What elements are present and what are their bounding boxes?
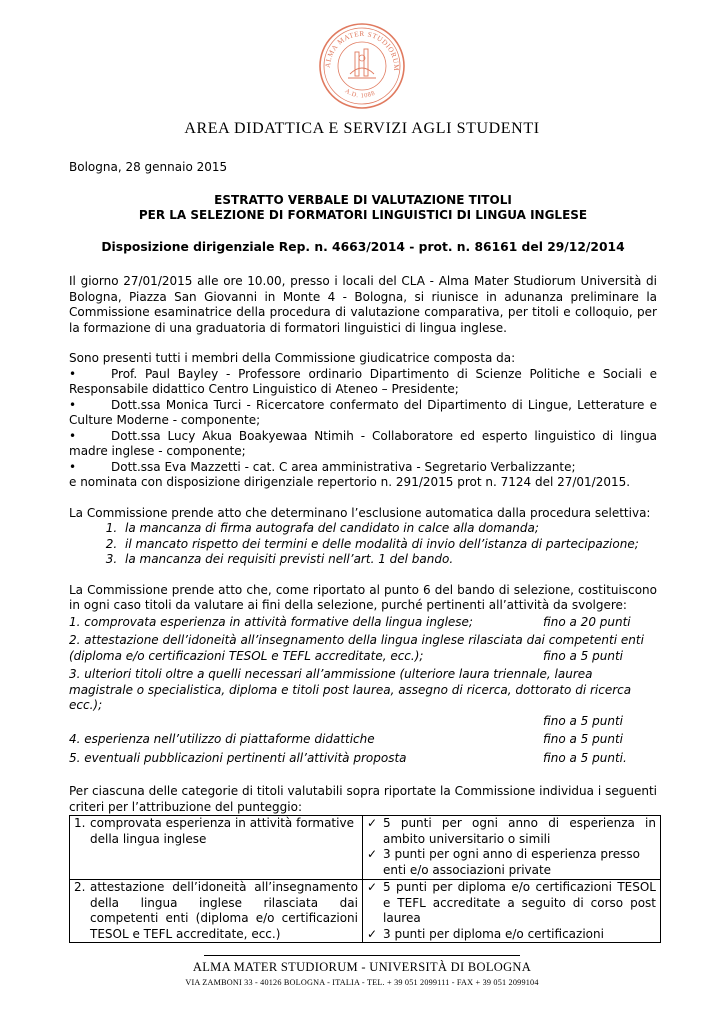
svg-text:A.D. 1088: A.D. 1088: [343, 87, 377, 100]
exclusion-item: 1. la mancanza di firma autografa del candidato in calce alla domanda;: [121, 521, 657, 537]
table-row: [70, 880, 661, 943]
document-title-line2: PER LA SELEZIONE DI FORMATORI LINGUISTICI DI LINGUA INGLESE: [138, 208, 588, 222]
criterion-check-item: ✓ 5 punti per diploma e/o certificazioni TESOL e TEFL accreditate a seguito di corso post laurea: [367, 880, 656, 925]
criterion-item: 1. comprovata esperienza in attività formative della lingua inglese; fino a 20 punti: [69, 614, 631, 629]
criterion-item: 2. attestazione dell’idoneità all’insegnamento della lingua inglese rilasciata dai competenti enti (diploma e/o certificazioni TESOL e TEFL accreditate, ecc.); fino a 5 punti: [69, 633, 644, 663]
category-cell: 2. attestazione dell’idoneità all’insegnamento della lingua inglese rilasciata dai competenti enti (diploma e/o certificazioni TESOL e TEFL accreditate, ecc.): [70, 880, 363, 943]
exclusion-item: 3. la mancanza dei requisiti previsti nell’art. 1 del bando.: [121, 552, 657, 568]
criterion-check-item: ✓ 3 punti per ogni anno di esperienza presso enti e/o associazioni private: [367, 847, 640, 877]
table-intro: Per ciascuna delle categorie di titoli valutabili sopra riportate la Commissione individua i seguenti criteri per l’attribuzione del punteggio:: [69, 784, 657, 814]
criterion-item: 3. ulteriori titoli oltre a quelli necessari all’ammissione (ulteriore laura triennale, laurea magistrale o specialistica, diploma e titoli post laurea, assegno di ricerca, dottorato di ricerca ecc.); fino a 5 punti: [69, 667, 632, 728]
category-cell: 1. comprovata esperienza in attività formative della lingua inglese: [70, 816, 363, 880]
table-row: [70, 816, 661, 880]
scoring-criteria-table: [69, 815, 661, 943]
criteria-cell: [363, 880, 661, 943]
criteria-cell: [363, 816, 661, 880]
document-body: [69, 160, 657, 943]
member-item: • Dott.ssa Lucy Akua Boakyewaa Ntimih - Collaboratore ed esperto linguistico di lingua madre inglese - componente;: [69, 428, 657, 458]
exclusion-list: [69, 521, 657, 568]
footer-address: VIA ZAMBONI 33 - 40126 BOLOGNA - ITALIA - TEL. + 39 051 2099111 - FAX + 39 051 2099104: [185, 978, 539, 987]
check-icon: ✓: [367, 816, 378, 830]
footer-divider: [204, 955, 520, 956]
criterion-item: 5. eventuali pubblicazioni pertinenti all’attività proposta fino a 5 punti.: [69, 750, 627, 765]
criterion-check-item: ✓ 3 punti per diploma e/o certificazioni: [367, 926, 604, 941]
bullet-icon: •: [69, 459, 77, 474]
document-title-line1: ESTRATTO VERBALE DI VALUTAZIONE TITOLI: [214, 192, 512, 207]
bullet-icon: •: [69, 428, 77, 443]
disposition-reference: Disposizione dirigenziale Rep. n. 4663/2014 - prot. n. 86161 del 29/12/2014: [101, 239, 625, 254]
check-icon: ✓: [367, 847, 378, 861]
exclusion-item: 2. il mancato rispetto dei termini e delle modalità di invio dell’istanza di partecipazione;: [121, 537, 657, 553]
exclusion-intro: La Commissione prende atto che determinano l’esclusione automatica dalla procedura selettiva:: [69, 505, 651, 520]
area-title: AREA DIDATTICA E SERVIZI AGLI STUDENTI: [184, 120, 540, 137]
check-icon: ✓: [367, 926, 378, 941]
intro-paragraph: Il giorno 27/01/2015 alle ore 10.00, presso i locali del CLA - Alma Mater Studiorum Università di Bologna, Piazza San Giovanni in Monte 4 - Bologna, si riunisce in adunanza preliminare la Commissione esaminatrice della procedura di valutazione comparativa, per titoli e colloquio, per la formazione di una graduatoria di formatori linguistici di lingua inglese.: [69, 274, 657, 335]
bullet-icon: •: [69, 366, 77, 381]
footer-university-name: ALMA MATER STUDIORUM - UNIVERSITÀ DI BOLOGNA: [192, 960, 532, 974]
criterion-item: 4. esperienza nell’utilizzo di piattaforme didattiche fino a 5 punti: [69, 732, 623, 746]
nomination-line: e nominata con disposizione dirigenziale repertorio n. 291/2015 prot n. 7124 del 27/01/2015.: [69, 475, 631, 489]
criteria-intro: La Commissione prende atto che, come riportato al punto 6 del bando di selezione, costituiscono in ogni caso titoli da valutare ai fini della selezione, purché pertinenti all’attività da svolgere:: [69, 582, 657, 612]
criterion-check-item: ✓ 5 punti per ogni anno di esperienza in ambito universitario o simili: [367, 816, 656, 846]
check-icon: ✓: [367, 880, 378, 894]
bullet-icon: •: [69, 397, 77, 412]
svg-text:ALMA MATER STUDIORUM: ALMA MATER STUDIORUM: [323, 29, 401, 72]
member-item: • Prof. Paul Bayley - Professore ordinario Dipartimento di Scienze Politiche e Sociali e Responsabile didattico Centro Linguistico di Ateneo – Presidente;: [69, 366, 657, 396]
university-seal-logo: [318, 22, 406, 110]
member-item: • Dott.ssa Eva Mazzetti - cat. C area amministrativa - Segretario Verbalizzante;: [69, 459, 576, 474]
member-item: • Dott.ssa Monica Turci - Ricercatore confermato del Dipartimento di Lingue, Letterature e Culture Moderne - componente;: [69, 397, 657, 427]
members-intro: Sono presenti tutti i membri della Commissione giudicatrice composta da:: [69, 351, 516, 365]
document-date: Bologna, 28 gennaio 2015: [69, 160, 228, 174]
